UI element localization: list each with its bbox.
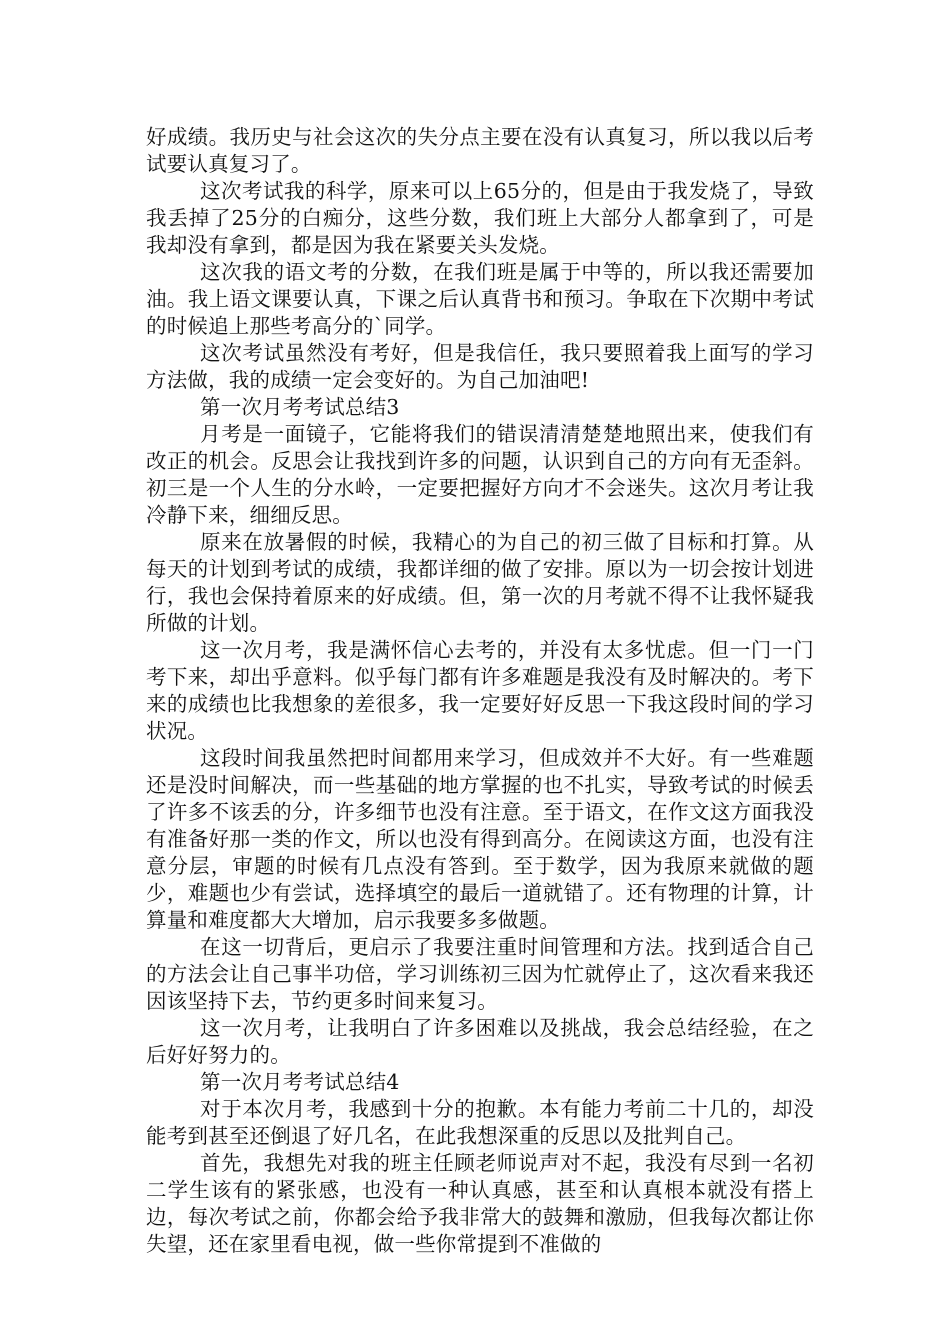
section-heading-3: 第一次月考考试总结3 bbox=[200, 395, 400, 419]
paragraph-apology: 对于本次月考，我感到十分的抱歉。本有能力考前二十几的，却没能考到甚至还倒退了好几名，在此我想深重的反思以及批判自己。 bbox=[146, 1097, 814, 1148]
section-heading-4: 第一次月考考试总结4 bbox=[200, 1070, 400, 1094]
paragraph-science: 这次考试我的科学，原来可以上65分的，但是由于我发烧了，导致我丢掉了25分的白痴分，这些分数，我们班上大部分人都拿到了，可是我却没有拿到，都是因为我在紧要关头发烧。 bbox=[146, 179, 814, 257]
paragraph-continuation: 好成绩。我历史与社会这次的失分点主要在没有认真复习，所以我以后考试要认真复习了。 bbox=[146, 125, 814, 176]
document-page bbox=[146, 124, 814, 1258]
paragraph-confidence: 这一次月考，我是满怀信心去考的，并没有太多忧虑。但一门一门考下来，却出乎意料。似乎每门都有许多难题是我没有及时解决的。考下来的成绩也比我想象的差很多，我一定要好好反思一下我这段时间的学习状况。 bbox=[146, 638, 814, 743]
paragraph-teacher: 首先，我想先对我的班主任顾老师说声对不起，我没有尽到一名初二学生该有的紧张感，也没有一种认真感，甚至和认真根本就没有搭上边，每次考试之前，你都会给予我非常大的鼓舞和激励，但我每次都让你失望，还在家里看电视，做一些你常提到不准做的 bbox=[146, 1151, 814, 1256]
paragraph-summer-plan: 原来在放暑假的时候，我精心的为自己的初三做了目标和打算。从每天的计划到考试的成绩，我都详细的做了安排。原以为一切会按计划进行，我也会保持着原来的好成绩。但，第一次的月考就不得不让我怀疑我所做的计划。 bbox=[146, 530, 814, 635]
paragraph-chinese: 这次我的语文考的分数，在我们班是属于中等的，所以我还需要加油。我上语文课要认真，下课之后认真背书和预习。争取在下次期中考试的时候追上那些考高分的`同学。 bbox=[146, 260, 814, 338]
paragraph-study-effect: 这段时间我虽然把时间都用来学习，但成效并不大好。有一些难题还是没时间解决，而一些基础的地方掌握的也不扎实，导致考试的时候丢了许多不该丢的分，许多细节也没有注意。至于语文，在作文这方面我没有准备好那一类的作文，所以也没有得到高分。在阅读这方面，也没有注意分层，审题的时候有几点没有答到。至于数学，因为我原来就做的题少，难题也少有尝试，选择填空的最后一道就错了。还有物理的计算，计算量和难度都大大增加，启示我要多多做题。 bbox=[146, 746, 814, 932]
paragraph-time-management: 在这一切背后，更启示了我要注重时间管理和方法。找到适合自己的方法会让自己事半功倍，学习训练初三因为忙就停止了，这次看来我还因该坚持下去，节约更多时间来复习。 bbox=[146, 935, 814, 1013]
paragraph-challenges: 这一次月考，让我明白了许多困难以及挑战，我会总结经验，在之后好好努力的。 bbox=[146, 1016, 814, 1067]
paragraph-mirror: 月考是一面镜子，它能将我们的错误清清楚楚地照出来，使我们有改正的机会。反思会让我找到许多的问题，认识到自己的方向有无歪斜。初三是一个人生的分水岭，一定要把握好方向才不会迷失。这次月考让我冷静下来，细细反思。 bbox=[146, 422, 814, 527]
paragraph-encourage: 这次考试虽然没有考好，但是我信任，我只要照着我上面写的学习方法做，我的成绩一定会变好的。为自己加油吧! bbox=[146, 341, 814, 392]
